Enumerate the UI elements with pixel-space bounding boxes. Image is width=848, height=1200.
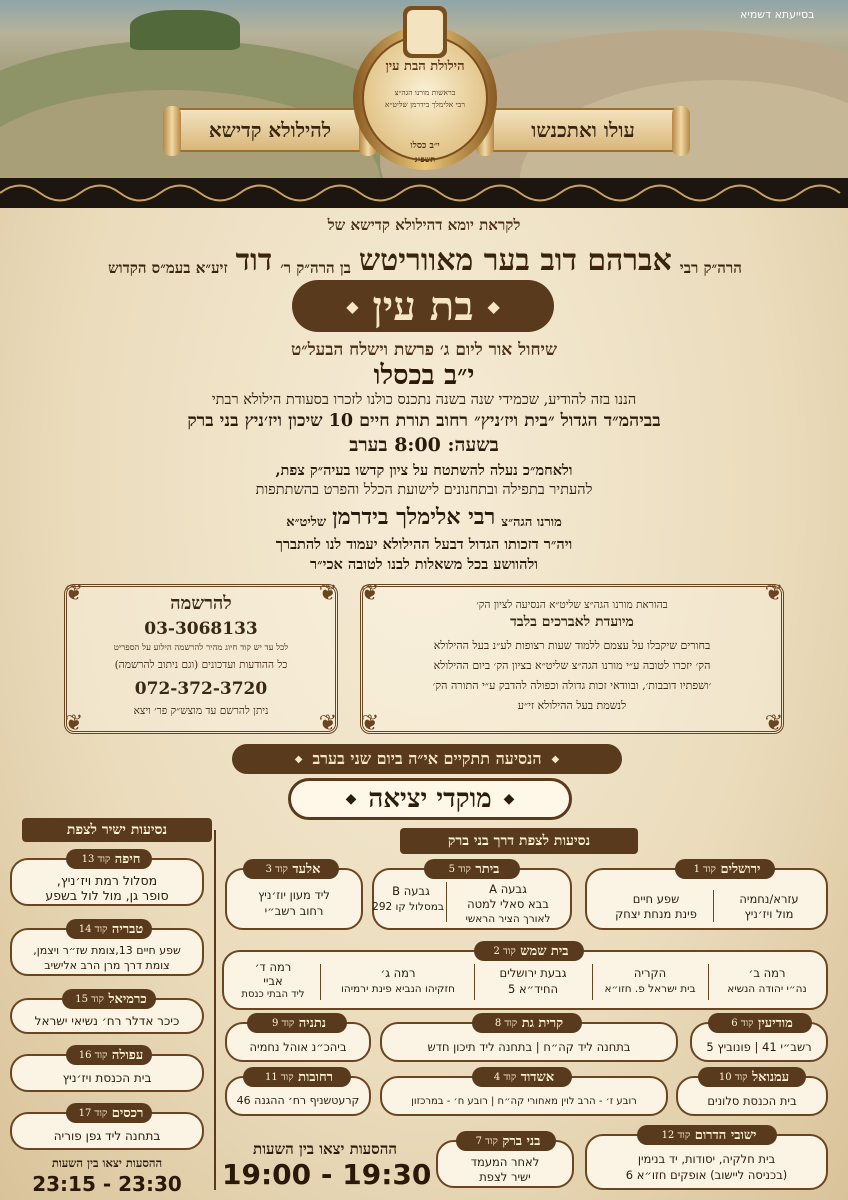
corner-ornament-icon: ❦ xyxy=(64,581,84,606)
route-stop: בית חלקיה, יסודות, יד בנימין xyxy=(637,1152,776,1166)
route-name: בני ברק xyxy=(502,1134,541,1149)
scroll-left xyxy=(175,108,365,152)
route-jerusalem xyxy=(585,862,828,930)
route-name: מודיעין xyxy=(758,1016,793,1031)
eligibility-line-6: לנשמת בעל ההילולא זי״ע xyxy=(517,699,627,712)
route-rechasim xyxy=(10,1106,204,1150)
diamond-icon: ◆ xyxy=(345,791,357,807)
scroll-right-text: עולו ואתכנשו xyxy=(531,117,635,142)
route-stop: עזרא/נחמיה xyxy=(739,892,799,906)
route-stop: נה״י יהודה הנשיא xyxy=(727,983,807,995)
route-tag xyxy=(62,989,156,1009)
route-tag xyxy=(698,1067,806,1087)
route-name: בית שמש xyxy=(520,944,569,959)
route-bnei-brak xyxy=(436,1134,574,1188)
route-stop: רחוב רשב״י xyxy=(264,904,324,918)
body-line-7: ויה״ר דזכותו הגדול דבעל ההילולא יעמוד לנו להתברך xyxy=(275,536,573,553)
stop-divider xyxy=(713,890,714,922)
body-line-1: הננו בזה להודיע, שכמידי שנה בשנה נתכנס כולנו לזכרו בסעודת הילולא רבתי xyxy=(211,392,637,408)
route-stop: שפע חיים 13,צומת שז״ר ויצמן, xyxy=(33,944,181,957)
route-tag xyxy=(456,1131,556,1151)
route-name: טבריה xyxy=(111,922,144,937)
corner-ornament-icon: ❦ xyxy=(318,581,338,606)
route-tag xyxy=(708,1013,812,1033)
route-name: נתניה xyxy=(298,1016,327,1031)
route-haifa xyxy=(10,852,204,906)
route-stop: מול ויז׳ניץ xyxy=(744,907,794,921)
route-name: אלעד xyxy=(292,862,321,877)
registration-updates: כל ההודעות ועדכונים (וגם ניתוב להרשמה) xyxy=(114,659,288,671)
via-footer: ההסעות יצאו בין השעות xyxy=(253,1140,397,1158)
corner-ornament-icon: ❦ xyxy=(318,711,338,736)
via-title: נסיעות לצפת דרך בני ברק xyxy=(400,828,638,854)
route-stop: הקריה xyxy=(633,966,667,980)
route-stop: גבעה A xyxy=(489,882,527,896)
route-code: קוד 13 xyxy=(81,853,111,865)
name-suffix: זיע״א בעמ״ס הקדוש xyxy=(108,259,228,277)
route-name: אשדוד xyxy=(520,1070,555,1085)
corner-ornament-icon: ❦ xyxy=(64,711,84,736)
route-stop: בבא סאלי למטה xyxy=(467,897,549,911)
date-line-2: י״ב בכסלו xyxy=(373,360,475,391)
rabbi-suffix: שליט״א xyxy=(286,515,327,530)
body-line-6 xyxy=(0,504,848,530)
route-code: קוד 9 xyxy=(271,1017,295,1029)
route-stop: שפע חיים xyxy=(632,892,680,906)
route-tag xyxy=(675,859,775,879)
route-tag xyxy=(637,1125,777,1145)
body-line-4: ולאחמ״כ נעלה להשתטח על ציון קדשו בעיה״ק צפת, xyxy=(275,462,573,479)
route-tag xyxy=(243,1067,351,1087)
diamond-icon: ◆ xyxy=(551,753,560,765)
route-tag xyxy=(243,859,339,879)
tzaddik-name-line xyxy=(30,238,820,278)
route-elad xyxy=(225,862,363,930)
route-stop: חזקיהו הנביא פינת ירמיהו xyxy=(340,983,455,995)
scroll-pattern-icon xyxy=(0,178,848,208)
route-stop: ליד הבתי כנסת xyxy=(241,989,305,1000)
route-tag xyxy=(66,849,152,869)
route-ashdod xyxy=(380,1070,668,1116)
route-stop: (בכניסה ליישוב) אופקים חזו״א 6 xyxy=(625,1168,788,1182)
route-code: קוד 16 xyxy=(78,1049,108,1061)
route-tag xyxy=(66,1103,152,1123)
route-code: קוד 1 xyxy=(693,863,716,875)
body-line-8: ולהוושע בכל משאלות לבנו לטובה אכי״ר xyxy=(310,556,538,573)
route-stop: סופר גן, מול לול בשפע xyxy=(45,888,169,903)
route-name: ביתר xyxy=(475,862,500,877)
route-netanya xyxy=(225,1016,371,1062)
route-code: קוד 6 xyxy=(731,1017,754,1029)
route-stop: בית ישראל פ. חזו״א xyxy=(604,983,696,995)
via-time: 19:00 - 19:30 xyxy=(222,1158,432,1191)
route-stop: גבעה B xyxy=(392,884,430,898)
route-code: קוד 7 xyxy=(475,1135,498,1147)
route-stop: לאחר המעמד xyxy=(470,1155,540,1169)
route-beitar xyxy=(372,862,572,930)
route-name: רכסים xyxy=(111,1106,144,1121)
route-tag xyxy=(247,1013,347,1033)
registration-deadline: ניתן להרשם עד מוצש״ק פר׳ ויצא xyxy=(133,705,269,717)
route-stop: בית הכנסת סלונים xyxy=(707,1094,797,1108)
route-code: קוד 8 xyxy=(494,1017,518,1029)
route-rehovot xyxy=(225,1070,371,1116)
route-tag xyxy=(66,1045,152,1065)
route-code: קוד 10 xyxy=(718,1071,748,1083)
ornamental-border xyxy=(0,178,848,208)
registration-box xyxy=(64,581,338,736)
eligibility-line-5: ׳ושפתיו דובבות׳, ובוודאי זכות גדולה וכפולה להדבק ע״י התורה הק׳ xyxy=(432,679,712,692)
route-code: קוד 12 xyxy=(661,1129,691,1141)
route-name: רחובות xyxy=(298,1070,334,1085)
rabbi-name: רבי אלימלך בידרמן xyxy=(332,504,496,530)
route-stop: אביי xyxy=(263,974,283,988)
route-name: עפולה xyxy=(111,1048,144,1063)
route-stop: ביהכ״נ אוהל נחמיה xyxy=(249,1040,347,1054)
route-code: קוד 11 xyxy=(264,1071,294,1083)
corner-ornament-icon: ❦ xyxy=(360,711,380,736)
stop-divider xyxy=(320,964,321,1000)
intro-line: לקראת יומא דהילולא קדישא של xyxy=(327,216,521,234)
route-stop: רמה ג׳ xyxy=(380,966,416,980)
departures-banner xyxy=(288,778,572,820)
scroll-right xyxy=(488,108,678,152)
route-modiin xyxy=(690,1016,828,1062)
body-line-5: להעתיר בתפילה ובתחנונים לישועת הכלל והפרט בהשתתפות xyxy=(255,482,593,498)
stop-divider xyxy=(474,964,475,1000)
route-stop: מסלול רמת ויז׳ניץ, xyxy=(56,873,158,888)
route-stop: פינת מנחת יצחק xyxy=(615,907,697,921)
diamond-icon: ◆ xyxy=(294,753,303,765)
name-prefix: הרה״ק רבי xyxy=(679,259,742,277)
registration-note: לכל עד יש קוד חיוג מהיר להרשמה הילוע על הספריט xyxy=(113,643,289,653)
route-stop: רמה ב׳ xyxy=(748,966,786,980)
direct-footer: ההסעות יצאו בין השעות xyxy=(51,1156,163,1170)
corner-ornament-icon: ❦ xyxy=(764,581,784,606)
eligibility-box xyxy=(360,581,784,736)
route-beit-shemesh xyxy=(222,944,828,1010)
corner-ornament-icon: ❦ xyxy=(360,581,380,606)
name-mid: בן הרה״ק ר׳ xyxy=(280,259,351,277)
trees-graphic xyxy=(130,10,240,50)
route-emanuel xyxy=(676,1070,828,1116)
route-stop: קרעטשניף רח׳ ההגנה 46 xyxy=(236,1094,360,1107)
route-tag xyxy=(472,1013,582,1033)
route-stop: צומת דרך מרן הרב אלישיב xyxy=(44,959,170,972)
route-name: קרית גת xyxy=(521,1016,564,1031)
title-banner-text: בת עין xyxy=(372,282,474,330)
route-stop: לאורך הציר הראשי xyxy=(465,913,551,925)
route-stop: ישיר לצפת xyxy=(479,1170,531,1184)
medal-year: תשפ״ג xyxy=(414,154,436,164)
tzaddik-name: אברהם דוב בער מאווריטש xyxy=(358,243,672,278)
route-code: קוד 2 xyxy=(493,945,516,957)
body-line-2: בביהמ״ד הגדול ״בית ויז׳ניץ״ רחוב תורת חיים 10 שיכון ויז׳ניץ בני ברק xyxy=(187,411,661,431)
route-tag xyxy=(474,941,584,961)
route-south xyxy=(585,1128,828,1190)
diamond-icon: ◆ xyxy=(503,791,515,807)
eligibility-line-1: בהוראת מורנו הגה״צ שליט״א הנסיעה לציון הק׳ xyxy=(476,599,668,611)
route-stop: רשב״י 41 | פונוביץ 5 xyxy=(706,1040,812,1054)
eligibility-line-3: בחורים שיקבלו על עצמם ללמוד שעות רצופות לע״נ בעל ההילולא xyxy=(433,639,711,652)
title-banner xyxy=(292,280,554,332)
route-tag xyxy=(424,859,520,879)
route-name: כרמיאל xyxy=(108,992,147,1007)
corner-tag: בסייעתא דשמיא xyxy=(740,8,815,21)
medal-line-2: רבי אלימלך בידרמן שליט״א xyxy=(385,100,465,109)
route-stop: ליד מעון יוז׳ניץ xyxy=(258,888,330,902)
route-stop: במסלול קו 292 xyxy=(372,901,444,913)
diamond-icon: ◆ xyxy=(487,296,500,316)
route-stop: רמה ד׳ xyxy=(254,960,292,974)
route-code: קוד 15 xyxy=(75,993,104,1005)
medal-title: הילולת הבת עין xyxy=(385,59,465,74)
route-code: קוד 3 xyxy=(265,863,288,875)
column-divider xyxy=(214,830,216,1190)
route-stop: בתחנה ליד קה״ח | בתחנה ליד תיכון חדש xyxy=(427,1040,631,1054)
route-afula xyxy=(10,1048,204,1092)
date-line-1: שיחול אור ליום ג׳ פרשת וישלח הבעל״ט xyxy=(290,340,557,360)
route-code: קוד 5 xyxy=(448,863,471,875)
trip-banner xyxy=(232,744,622,774)
eligibility-line-4: הק׳ יזכרו לטובה ע״י מורנו הגה״צ שליט״א בציון הק׳ ביום ההילולא xyxy=(433,659,711,672)
direct-title: נסיעות ישיר לצפת xyxy=(22,818,212,842)
route-name: ירושלים xyxy=(720,862,761,877)
route-stop: החיד״א 5 xyxy=(508,982,558,996)
route-tag xyxy=(66,919,152,939)
registration-title: להרשמה xyxy=(170,593,232,614)
body-line-3: בשעה: 8:00 בערב xyxy=(349,434,499,456)
registration-phone-2[interactable]: 072-372-3720 xyxy=(134,679,268,699)
stop-divider xyxy=(446,882,447,922)
route-name: ישובי הדרום xyxy=(694,1128,757,1143)
route-code: קוד 17 xyxy=(78,1107,108,1119)
diamond-icon: ◆ xyxy=(346,296,359,316)
medal-date: י״ב כסלו xyxy=(410,141,440,151)
medal-line-1: בראשות מורנו הגה״צ xyxy=(394,88,456,97)
route-code: קוד 4 xyxy=(493,1071,517,1083)
departures-banner-text: מוקדי יציאה xyxy=(368,784,492,814)
rabbi-title: מורנו הגה״צ xyxy=(501,515,562,530)
direct-time: 23:15 - 23:30 xyxy=(32,1172,182,1196)
registration-phone-1[interactable]: 03-3068133 xyxy=(144,619,258,639)
scroll-left-text: להילולא קדישא xyxy=(208,117,332,142)
eligibility-line-2: מיועדת לאברכים בלבד xyxy=(510,614,634,630)
trip-banner-text: הנסיעה תתקיים אי״ה ביום שני בערב xyxy=(312,749,542,768)
route-tag xyxy=(472,1067,572,1087)
route-kiryat-gat xyxy=(380,1016,678,1062)
stop-divider xyxy=(708,964,709,1000)
stop-divider xyxy=(592,964,593,1000)
route-stop: בתחנה ליד גפן פוריה xyxy=(53,1129,161,1143)
route-stop: גבעת ירושלים xyxy=(499,966,567,980)
father-name: דוד xyxy=(235,243,273,278)
route-stop: כיכר אדלר רח׳ נשיאי ישראל xyxy=(34,1014,180,1028)
route-code: קוד 14 xyxy=(78,923,108,935)
route-stop: בית הכנסת ויז׳ניץ xyxy=(62,1071,152,1085)
route-name: עמנואל xyxy=(752,1070,790,1085)
corner-ornament-icon: ❦ xyxy=(764,711,784,736)
route-name: חיפה xyxy=(114,852,141,867)
route-stop: רובע ז׳ - הרב לוין מאחורי קה״ח | רובע ח׳ - במרכזון xyxy=(411,1096,637,1107)
route-tiberias xyxy=(10,922,204,976)
route-karmiel xyxy=(10,992,204,1034)
